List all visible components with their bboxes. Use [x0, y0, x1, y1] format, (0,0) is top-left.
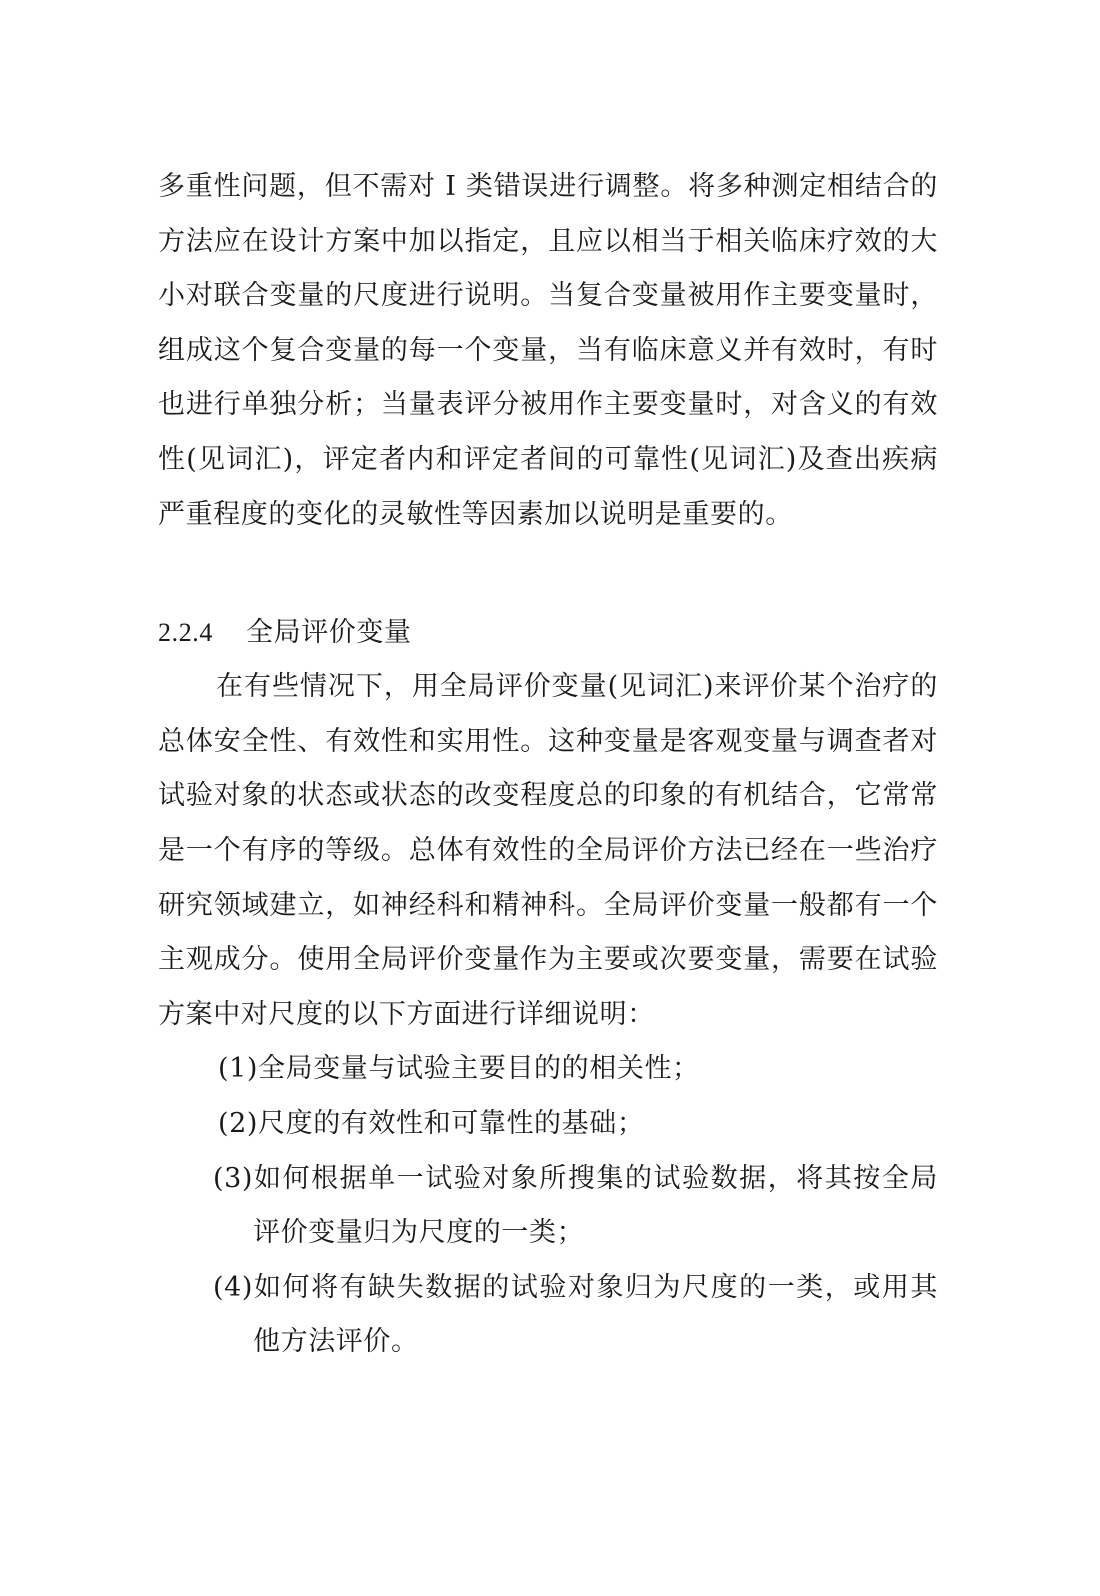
body-paragraph-1: 多重性问题，但不需对 I 类错误进行调整。将多种测定相结合的方法应在设计方案中加以指定，且应以相当于相关临床疗效的大小对联合变量的尺度进行说明。当复合变量被用作主要变量时，组成这个复合变量的每一个变量，当有临床意义并有效时，有时也进行单独分析；当量表评分被用作主要变量时，对含义的有效性(见词汇)，评定者内和评定者间的可靠性(见词汇)及查出疾病严重程度的变化的灵敏性等因素加以说明是重要的。 — [158, 171, 938, 530]
list-item: (4)如何将有缺失数据的试验对象归为尺度的一类，或用其他方法评价。 — [213, 1271, 938, 1358]
list-item: (3)如何根据单一试验对象所搜集的试验数据，将其按全局评价变量归为尺度的一类； — [213, 1162, 938, 1249]
section-heading — [158, 606, 938, 660]
requirements-list — [158, 1042, 938, 1370]
section-title: 全局评价变量 — [246, 617, 412, 649]
document-page — [158, 160, 938, 1370]
section-number: 2.2.4 — [158, 618, 213, 648]
list-item: (1)全局变量与试验主要目的的相关性； — [218, 1053, 700, 1085]
list-item: (2)尺度的有效性和可靠性的基础； — [218, 1107, 645, 1139]
body-paragraph-2: 在有些情况下，用全局评价变量(见词汇)来评价某个治疗的总体安全性、有效性和实用性。这种变量是客观变量与调查者对试验对象的状态或状态的改变程度总的印象的有机结合，它常常是一个有序的等级。总体有效性的全局评价方法已经在一些治疗研究领域建立，如神经科和精神科。全局评价变量一般都有一个主观成分。使用全局评价变量作为主要或次要变量，需要在试验方案中对尺度的以下方面进行详细说明： — [158, 671, 938, 1030]
